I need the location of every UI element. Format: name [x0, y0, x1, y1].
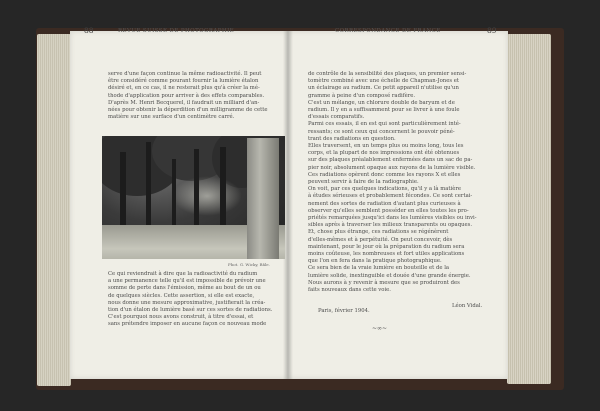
text-line: D'après M. Henri Becquerel, il faudrait un milliard d'an-	[108, 99, 260, 106]
left-page-number: 88	[84, 26, 94, 35]
text-line: nous donne une mesure approximative, justifierait la créa-	[108, 299, 266, 306]
left-bottom-text	[108, 271, 280, 329]
text-line: Ces radiations opèrent donc comme les rayons X et elles	[308, 171, 461, 178]
text-line: être considéré comme pourant fournir la lumière étalon	[108, 78, 259, 85]
forest-photograph	[102, 136, 285, 259]
text-line: Parmi ces essais, il en est qui sont particulièrement inté-	[308, 121, 461, 128]
text-line: radium. Il y en a suffisamment pour se livrer à une foule	[308, 107, 460, 114]
text-line: sur des plaques préalablement enfermées dans un sac de pa-	[308, 157, 473, 164]
text-line: Ce qui reviendrait à dire que la radioactivité du radium	[108, 271, 258, 277]
text-line: faits nouveaux dans cette voie.	[308, 287, 391, 294]
text-line: lumière solide, inextinguible et douée d'une grande énergie.	[308, 272, 471, 279]
text-line: a une permanence telle qu'il est impossible de prévoir une	[108, 278, 266, 285]
right-page-number: 89	[487, 26, 497, 35]
text-line: corps, et la plupart de nos impressions ont été obtenues	[308, 150, 460, 157]
signature: Léon Vidal.	[452, 303, 483, 309]
text-line: Ce sera bien de la vraie lumière en bouteille et de la	[308, 265, 450, 272]
text-line: de contrôle de la sensibilité des plaques, un premier sensi-	[308, 71, 467, 77]
page-edges-left	[37, 34, 71, 386]
text-line: observer qu'elles semblent posséder en elles toutes les pro-	[308, 207, 469, 214]
text-line: somme de perte dans l'émission, même au bout de un ou	[108, 285, 261, 292]
text-line: sans prétendre imposer en aucune façon ce nouveau mode	[108, 321, 267, 328]
text-line: désiré et, en ce cas, il ne resterait plus qu'à créer la mé-	[108, 85, 260, 92]
text-line: On voit, par ces quelques indications, qu'il y a là matière	[308, 186, 462, 193]
text-line: nées pour obtenir la déperdition d'un milligramme de cette	[108, 107, 268, 114]
text-line: un éclairage au radium. Ce petit appareil n'utilise qu'un	[308, 85, 459, 92]
text-line: peuvent servir à faire de la radiographie.	[308, 179, 419, 186]
text-line: matière sur une surface d'un centimètre carré.	[108, 114, 235, 121]
text-line: trant des radiations en question.	[308, 135, 396, 142]
text-line: d'elles-mêmes et à perpétuité. On peut concevoir, dès	[308, 236, 453, 243]
text-line: tomètre combiné avec une échelle de Chapman-Jones et	[308, 78, 460, 85]
photo-caption: Phot. G. Wicky, Bâle.	[228, 262, 270, 267]
text-line: nement des sortes de radiation d'autant plus curieuses à	[308, 200, 461, 207]
text-line: C'est pourquoi nous avons construit, à titre d'essai, et	[108, 314, 254, 321]
right-page-header: CORRESPONDANCE DE FRANCE	[335, 28, 441, 34]
text-line: d'essais comparatifs.	[308, 114, 365, 121]
text-line: maintenant, pour le jour où la préparation du radium sera	[308, 243, 465, 250]
text-line: gramme à peine d'un composé radifère.	[308, 92, 416, 99]
text-line: Elles traversent, en un temps plus ou moins long, tous les	[308, 143, 464, 150]
text-line: ressants; ce sont ceux qui concernent le pouvoir péné-	[308, 128, 455, 135]
text-line: que l'on en fera dans la pratique photographique.	[308, 258, 442, 265]
text-line: C'est un mélange, un chlorure double de baryum et de	[308, 99, 455, 106]
text-line: sibles après à traverser les milieux transparents ou opaques.	[308, 222, 473, 229]
text-line: priétés remarquées jusqu'ici dans les lumières visibles ou invi-	[308, 215, 477, 222]
right-main-text	[308, 71, 494, 294]
text-line: thode d'application pour arriver à des effets comparables.	[108, 92, 265, 99]
left-top-text	[108, 71, 280, 121]
place-date: Paris, février 1904.	[318, 308, 370, 314]
text-line: Nous aurons à y revenir à mesure que se produiront des	[308, 279, 460, 286]
text-line: de quelques siècles. Cette assertion, si elle est exacte,	[108, 292, 255, 299]
left-page-header: REVUE SUISSE DE PHOTOGRAPHIE	[118, 28, 235, 34]
text-line: serve d'une façon continue la même radioactivité. Il peut	[108, 71, 262, 77]
page-edges-right	[507, 34, 551, 384]
text-line: moins coûteuse, les nombreuses et fort utiles applications	[308, 251, 465, 258]
text-line: pier noir, absolument opaque aux rayons de la lumière visible.	[308, 164, 476, 171]
text-line: tion d'un étalon de lumière basé sur ces sortes de radiations.	[108, 307, 273, 314]
text-line: Et, chose plus étrange, ces radiations se régénèrent	[308, 229, 449, 236]
text-line: à études sérieuses et probablement fécondes. Ce sont certai-	[308, 193, 473, 200]
ornament: ~∞~	[372, 325, 388, 332]
